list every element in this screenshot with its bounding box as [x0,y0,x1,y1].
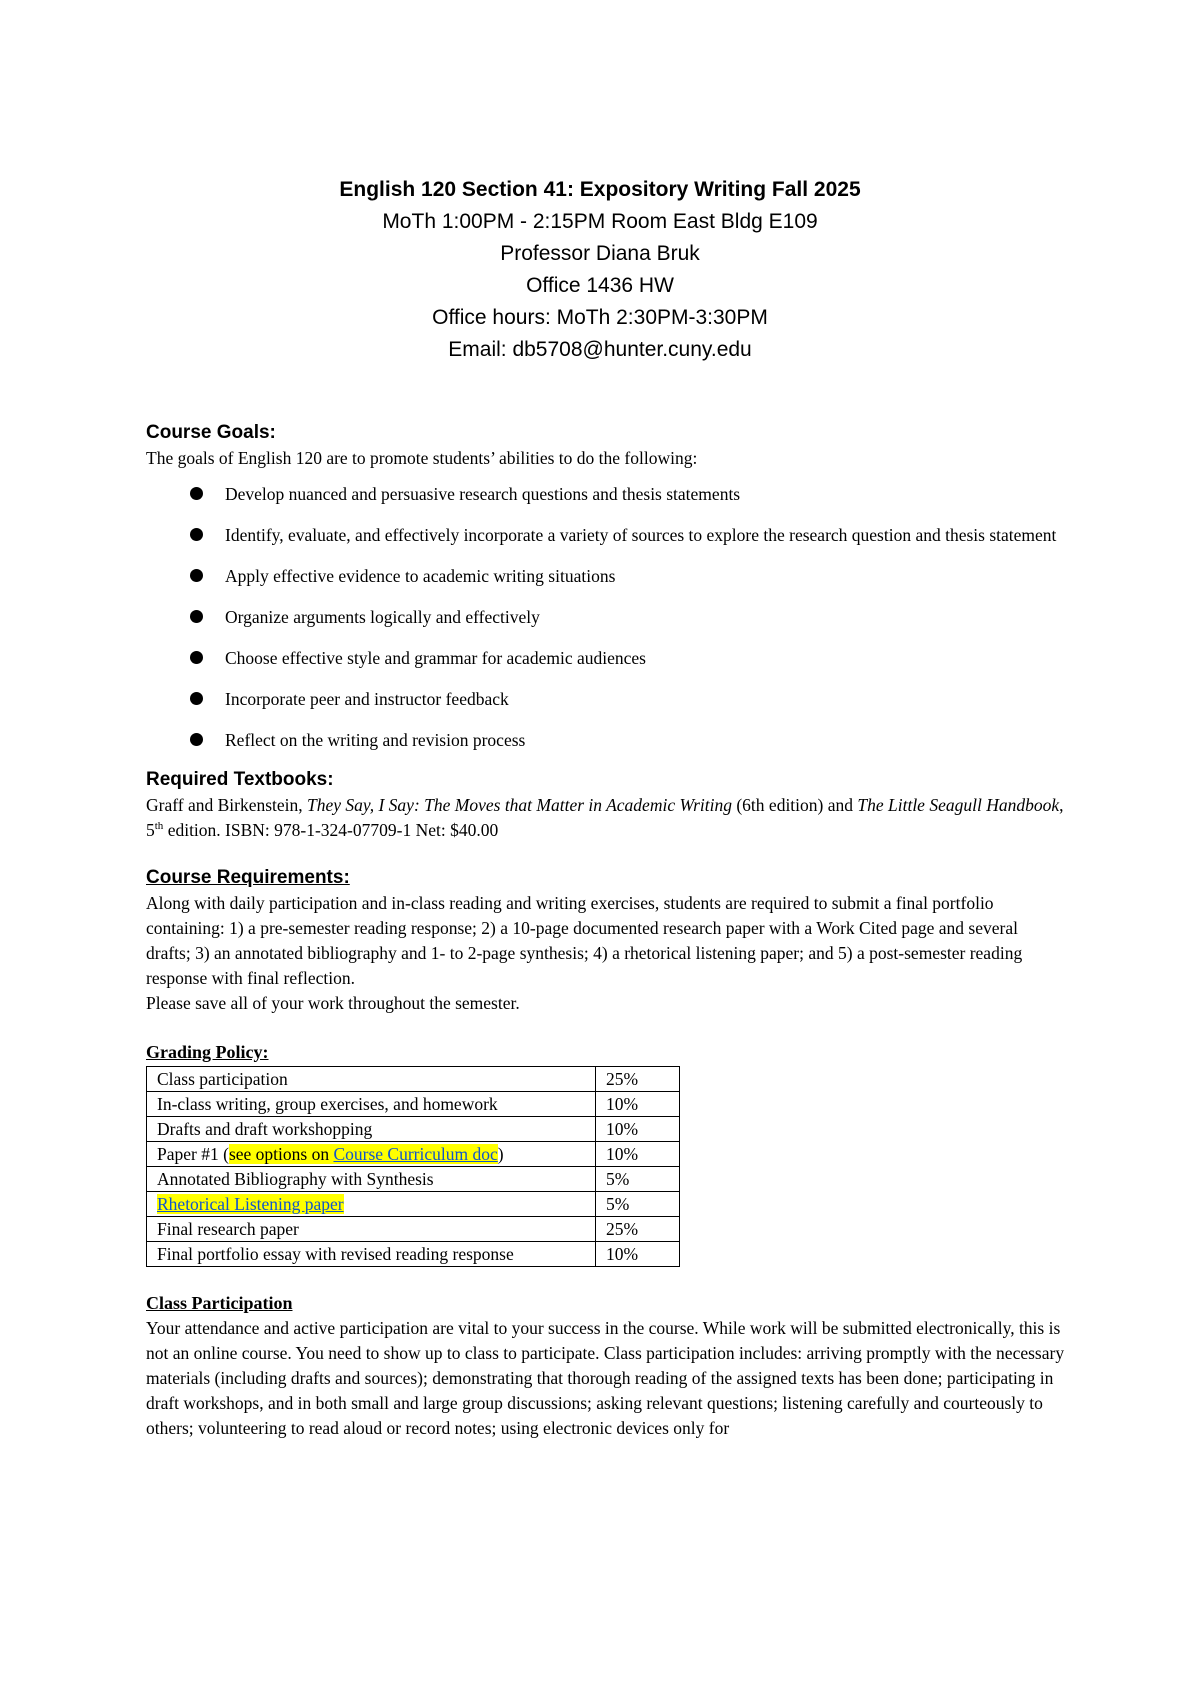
grade-weight: 25% [596,1217,680,1242]
requirements-heading: Course Requirements: [146,867,350,888]
grade-item: Drafts and draft workshopping [147,1117,596,1142]
edition-superscript: th [154,820,164,833]
course-curriculum-link[interactable]: Course Curriculum doc [333,1144,498,1164]
goal-text: Organize arguments logically and effectively [225,607,540,627]
bullet-icon [190,610,203,623]
list-item [146,684,1066,714]
table-row [147,1067,680,1092]
grade-weight: 25% [596,1067,680,1092]
bullet-icon [190,733,203,746]
textbook-title-1: They Say, I Say: The Moves that Matter in Academic Writing [307,795,732,815]
highlighted-text [229,1144,498,1164]
requirements-body: Along with daily participation and in-class reading and writing exercises, students are required to submit a final portfolio containing: 1) a pre-semester reading response; 2) a 10-page documented research paper with a Work Cited page and several drafts; 3) an annotated bibliography and 1- to 2-page synthesis; 4) a rhetorical listening paper; and 5) a post-semester reading response with final reflection. [146,893,1023,988]
table-row [147,1092,680,1117]
grade-item: Class participation [147,1067,596,1092]
grading-section [146,1040,1066,1267]
goal-text: Apply effective evidence to academic writing situations [225,566,616,586]
grading-table [146,1066,680,1267]
course-goals-heading: Course Goals: [146,422,276,443]
course-goals-intro: The goals of English 120 are to promote students’ abilities to do the following: [146,448,698,468]
grade-item: Final portfolio essay with revised reading response [147,1242,596,1267]
highlighted-text [157,1194,344,1214]
participation-body: Your attendance and active participation are vital to your success in the course. While work will be submitted electronically, this is not an online course. You need to show up to class to participate. Class participation includes: arriving promptly with the necessary materials (including drafts and sources); demonstrating that thorough reading of the assigned texts has been done; participating in draft workshops, and in both small and large group discussions; asking relevant questions; listening carefully and courteously to others; volunteering to read aloud or record notes; using electronic devices only for [146,1318,1065,1438]
textbooks-section [146,767,1066,843]
professor-line: Professor Diana Bruk [500,242,700,265]
grade-weight: 5% [596,1192,680,1217]
rhetorical-listening-link[interactable]: Rhetorical Listening paper [157,1194,344,1214]
list-item [146,725,1066,755]
goal-text: Reflect on the writing and revision process [225,730,526,750]
table-row [147,1192,680,1217]
schedule-line: MoTh 1:00PM - 2:15PM Room East Bldg E109 [382,210,818,233]
course-goals-list [146,479,1066,755]
syllabus-header [0,174,1200,366]
textbooks-text [146,793,1066,843]
bullet-icon [190,692,203,705]
goal-text: Develop nuanced and persuasive research questions and thesis statements [225,484,741,504]
participation-heading: Class Participation [146,1293,293,1313]
grade-item: Annotated Bibliography with Synthesis [147,1167,596,1192]
bullet-icon [190,528,203,541]
textbook-authors: Graff and Birkenstein, [146,795,308,815]
goal-text: Incorporate peer and instructor feedback [225,689,509,709]
textbook-edition-1: (6th edition) and [731,795,858,815]
list-item [146,479,1066,509]
list-item [146,520,1066,550]
participation-section [146,1291,1066,1441]
grade-item: Final research paper [147,1217,596,1242]
table-row [147,1167,680,1192]
textbooks-heading: Required Textbooks: [146,769,334,790]
grade-weight: 10% [596,1142,680,1167]
requirements-section [146,865,1066,1016]
table-row [147,1217,680,1242]
grading-heading: Grading Policy: [146,1042,269,1062]
office-line: Office 1436 HW [526,274,674,297]
textbook-edition-2: , 5 [146,795,1064,840]
course-goals-section [146,420,1066,755]
grade-weight: 10% [596,1117,680,1142]
grade-item [147,1142,596,1167]
paper-1-close: ) [497,1144,504,1164]
table-row [147,1142,680,1167]
bullet-icon [190,569,203,582]
goal-text: Choose effective style and grammar for academic audiences [225,648,646,668]
goal-text: Identify, evaluate, and effectively incorporate a variety of sources to explore the research question and thesis statement [225,525,1057,545]
table-row [147,1242,680,1267]
grade-weight: 5% [596,1167,680,1192]
options-note: see options on [228,1144,334,1164]
textbook-isbn: edition. ISBN: 978-1-324-07709-1 Net: $40.00 [163,820,499,840]
table-row [147,1117,680,1142]
office-hours-line: Office hours: MoTh 2:30PM-3:30PM [432,306,768,329]
syllabus-body [146,420,1066,1441]
bullet-icon [190,487,203,500]
list-item [146,643,1066,673]
grade-weight: 10% [596,1242,680,1267]
list-item [146,561,1066,591]
textbook-title-2: The Little Seagull Handbook [857,795,1060,815]
paper-1-label: Paper #1 ( [157,1144,229,1164]
requirements-note: Please save all of your work throughout the semester. [146,993,520,1013]
grade-item: In-class writing, group exercises, and homework [147,1092,596,1117]
email-line: Email: db5708@hunter.cuny.edu [448,338,752,361]
grade-weight: 10% [596,1092,680,1117]
list-item [146,602,1066,632]
grade-item [147,1192,596,1217]
course-title: English 120 Section 41: Expository Writing Fall 2025 [339,178,861,201]
bullet-icon [190,651,203,664]
